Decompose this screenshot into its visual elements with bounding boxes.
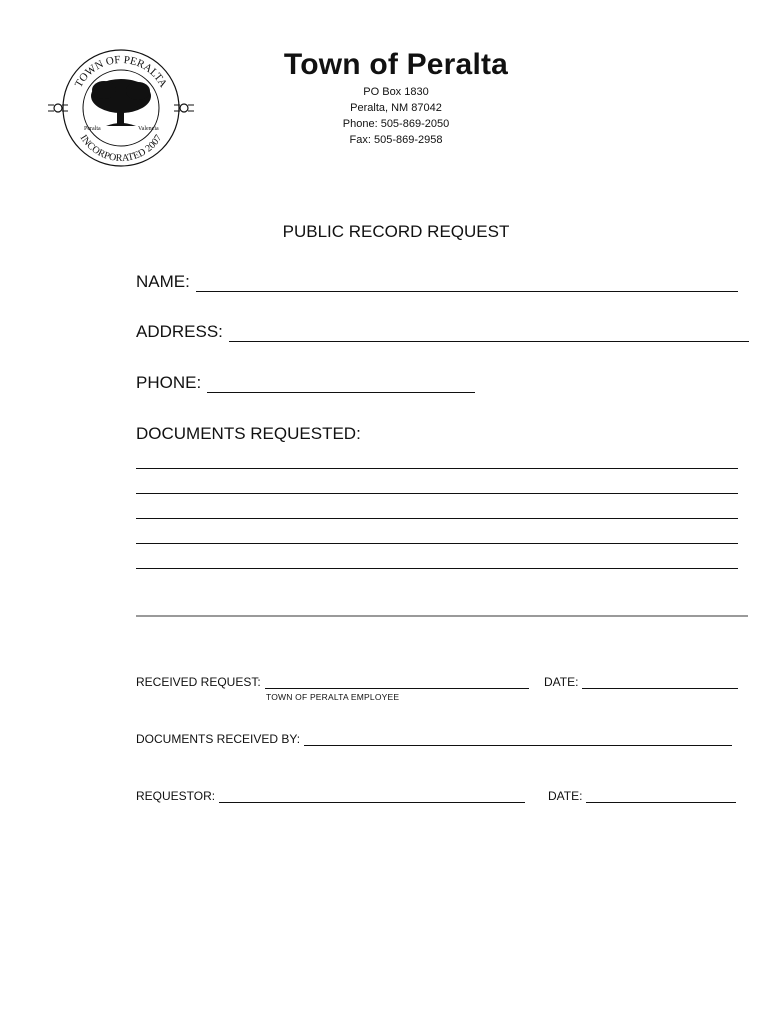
requestor-blank-line[interactable]	[219, 801, 525, 803]
name-field	[136, 272, 738, 292]
requestor-date-field	[548, 789, 736, 803]
fax-number: Fax: 505-869-2958	[349, 134, 443, 146]
seal-top-text: TOWN OF PERALTA	[72, 53, 170, 90]
phone-label: PHONE:	[136, 373, 202, 392]
town-seal	[46, 44, 196, 172]
received-request-label: RECEIVED REQUEST:	[136, 675, 261, 689]
received-date-label: DATE:	[544, 675, 579, 689]
requestor-date-label: DATE:	[548, 789, 583, 803]
documents-received-label: DOCUMENTS RECEIVED BY:	[136, 732, 301, 746]
form-title: PUBLIC RECORD REQUEST	[282, 222, 510, 241]
documents-blank-line[interactable]	[136, 518, 738, 519]
documents-received-blank-line[interactable]	[304, 744, 732, 746]
oak-tree-icon	[91, 79, 151, 126]
address-label: ADDRESS:	[136, 322, 223, 341]
seal-right-label: Valencia	[138, 126, 159, 132]
documents-blank-line[interactable]	[136, 468, 738, 469]
received-request-blank-line[interactable]	[265, 687, 529, 689]
phone-blank-line[interactable]	[207, 391, 475, 393]
requestor-field	[136, 789, 525, 803]
documents-requested-label: DOCUMENTS REQUESTED:	[136, 424, 361, 443]
documents-received-field	[136, 732, 732, 746]
requestor-date-blank-line[interactable]	[586, 801, 736, 803]
received-date-field	[544, 675, 738, 689]
documents-blank-line[interactable]	[136, 493, 738, 494]
address-blank-line[interactable]	[229, 340, 749, 342]
received-date-blank-line[interactable]	[582, 687, 738, 689]
city-state-zip: Peralta, NM 87042	[350, 102, 442, 114]
requestor-label: REQUESTOR:	[136, 789, 216, 803]
name-blank-line[interactable]	[196, 290, 738, 292]
documents-blank-line[interactable]	[136, 543, 738, 544]
address-field	[136, 322, 749, 342]
town-title: Town of Peralta	[283, 48, 509, 81]
seal-bottom-text: INCORPORATED 2007	[77, 133, 165, 165]
po-box: PO Box 1830	[363, 86, 429, 98]
seal-left-label: Peralta	[84, 126, 101, 132]
section-divider	[136, 615, 748, 617]
received-request-field	[136, 675, 529, 689]
employee-caption: TOWN OF PERALTA EMPLOYEE	[266, 692, 400, 702]
phone-field	[136, 373, 475, 393]
name-label: NAME:	[136, 272, 190, 291]
phone-number: Phone: 505-869-2050	[342, 118, 450, 130]
documents-blank-line[interactable]	[136, 568, 738, 569]
